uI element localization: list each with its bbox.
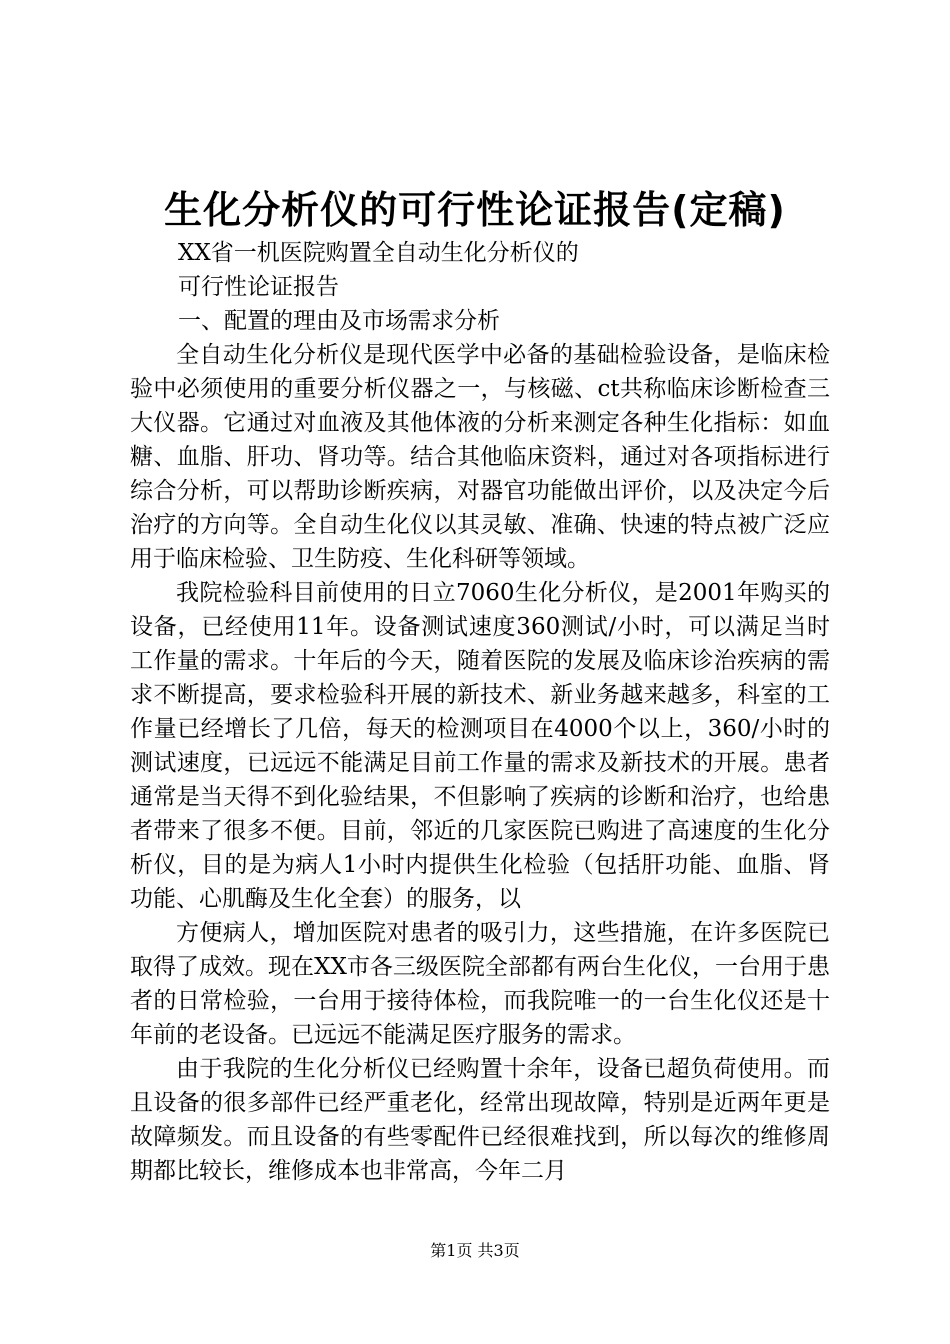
paragraph-1: 全自动生化分析仪是现代医学中必备的基础检验设备，是临床检验中必须使用的重要分析仪器之一，与核磁、ct共称临床诊断检查三大仪器。它通过对血液及其他体液的分析来测定各种生化指标：如血糖、血脂、肝功、肾功等。结合其他临床资料，通过对各项指标进行综合分析，可以帮助诊断疾病，对器官功能做出评价，以及决定今后治疗的方向等。全自动生化仪以其灵敏、准确、快速的特点被广泛应用于临床检验、卫生防疫、生化科研等领域。 <box>130 342 830 572</box>
page-footer: 第1页 共3页 <box>430 1241 520 1260</box>
subtitle-line-2: 可行性论证报告 <box>178 274 339 300</box>
document-body <box>130 236 830 1188</box>
subtitle-line-1: XX省一机医院购置全自动生化分析仪的 <box>178 240 579 266</box>
paragraph-2: 我院检验科目前使用的日立7060生化分析仪，是2001年购买的设备，已经使用11年。设备测试速度360测试/小时，可以满足当时工作量的需求。十年后的今天，随着医院的发展及临床诊治疾病的需求不断提高，要求检验科开展的新技术、新业务越来越多，科室的工作量已经增长了几倍，每天的检测项目在4000个以上，360/小时的测试速度，已远远不能满足目前工作量的需求及新技术的开展。患者通常是当天得不到化验结果，不但影响了疾病的诊断和治疗，也给患者带来了很多不便。目前，邻近的几家医院已购进了高速度的生化分析仪，目的是为病人1小时内提供生化检验（包括肝功能、血脂、肾功能、心肌酶及生化全套）的服务，以 <box>130 580 830 912</box>
paragraph-4: 由于我院的生化分析仪已经购置十余年，设备已超负荷使用。而且设备的很多部件已经严重老化，经常出现故障，特别是近两年更是故障频发。而且设备的有些零配件已经很难找到，所以每次的维修周期都比较长，维修成本也非常高，今年二月 <box>130 1056 830 1184</box>
section-heading: 一、配置的理由及市场需求分析 <box>178 308 500 334</box>
document-title: 生化分析仪的可行性论证报告(定稿) <box>164 188 786 232</box>
paragraph-3: 方便病人，增加医院对患者的吸引力，这些措施，在许多医院已取得了成效。现在XX市各三级医院全部都有两台生化仪，一台用于患者的日常检验，一台用于接待体检，而我院唯一的一台生化仪还是十年前的老设备。已远远不能满足医疗服务的需求。 <box>130 920 830 1048</box>
